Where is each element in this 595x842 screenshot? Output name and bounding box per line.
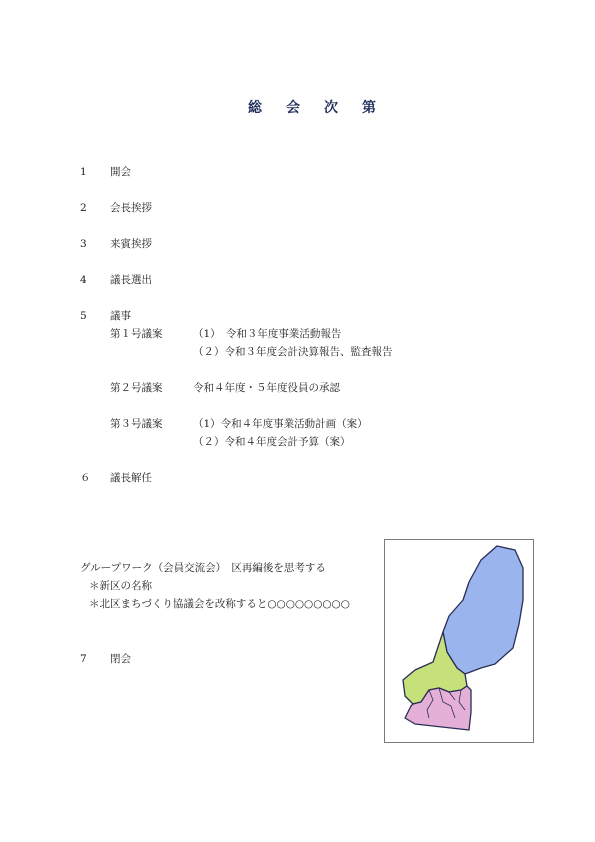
page-title xyxy=(248,101,376,115)
agenda-number: 1 xyxy=(80,166,87,178)
agenda-label: 会長挨拶 xyxy=(110,202,152,214)
agenda-label: 議長選出 xyxy=(110,274,152,286)
group-work-bullet: ＊北区まちづくり協議会を改称すると○○○○○○○○○ xyxy=(89,598,350,610)
proposal-item: （２）令和３年度会計決算報告、監査報告 xyxy=(193,346,393,358)
agenda-number: 4 xyxy=(80,274,87,286)
agenda-label: 議事 xyxy=(110,310,131,322)
district-map-svg xyxy=(385,540,533,742)
agenda-label: 来賓挨拶 xyxy=(110,238,152,250)
agenda-number: 3 xyxy=(80,238,87,250)
proposal-label: 第２号議案 xyxy=(110,382,163,394)
proposal-item: （２）令和４年度会計予算（案） xyxy=(193,436,351,448)
map-region-north xyxy=(443,546,523,674)
agenda-number: 2 xyxy=(80,202,87,214)
agenda-label: 議長解任 xyxy=(110,472,152,484)
agenda-number: 5 xyxy=(80,310,87,322)
group-work-bullet: ＊新区の名称 xyxy=(89,580,152,592)
agenda-label: 閉会 xyxy=(110,653,131,665)
agenda-number: ６ xyxy=(80,472,91,484)
proposal-label: 第３号議案 xyxy=(110,418,163,430)
title-char: 総 xyxy=(248,100,262,116)
group-work-heading: グループワーク（会員交流会） 区再編後を思考する xyxy=(80,562,326,574)
proposal-item: 令和４年度・５年度役員の承認 xyxy=(193,382,340,394)
title-char: 第 xyxy=(362,100,376,116)
proposal-item: （1） 令和３年度事業活動報告 xyxy=(193,328,342,340)
proposal-label: 第１号議案 xyxy=(110,328,163,340)
title-char: 次 xyxy=(324,100,338,116)
title-char: 会 xyxy=(286,100,300,116)
proposal-item: （1）令和４年度事業活動計画（案） xyxy=(193,418,368,430)
agenda-number: 7 xyxy=(80,653,87,665)
district-map xyxy=(384,539,534,743)
agenda-label: 開会 xyxy=(110,166,131,178)
